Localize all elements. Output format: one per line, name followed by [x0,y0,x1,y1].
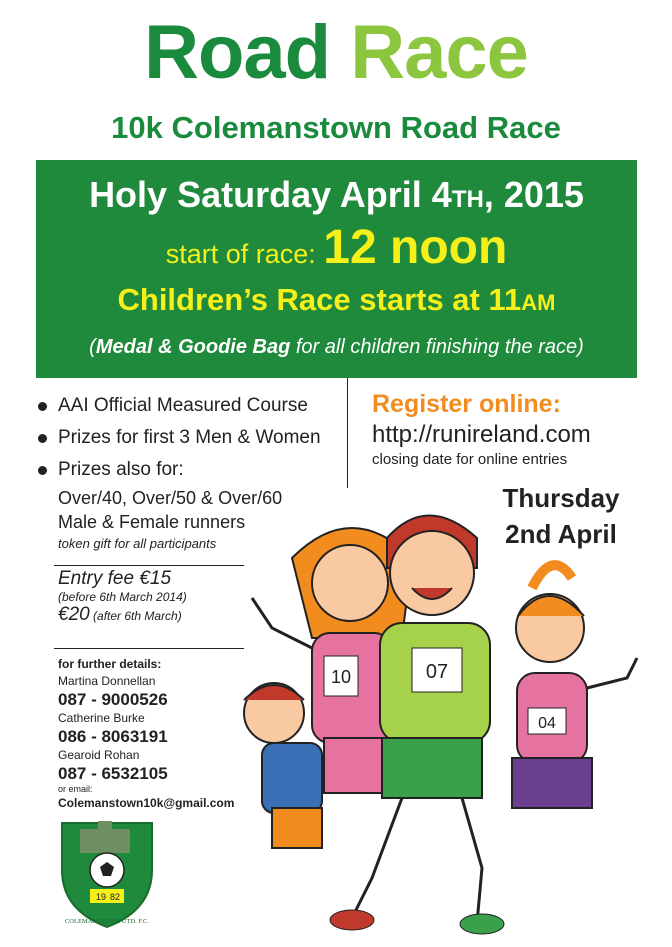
event-date [36,174,637,216]
bib-number: 10 [330,667,352,687]
event-banner [36,160,637,378]
register-section [372,390,591,468]
entry-fee-early-note: (before 6th March 2014) [58,590,187,604]
closing-date-label: closing date for online entries [372,451,568,468]
entry-fee-late-note: (after 6th March) [89,609,182,623]
contact-name: Martina Donnellan [58,674,156,688]
contact-name: Catherine Burke [58,711,145,725]
club-crest-logo [52,815,162,930]
start-time-line [36,220,637,275]
start-time: 12 noon [323,221,508,274]
bib-number: 07 [425,661,449,683]
crest-year-right: 82 [110,892,121,902]
children-label: Children’s Race starts at [117,282,489,317]
column-divider [347,378,348,488]
start-label: start of race: [165,239,324,269]
feature-item: Prizes for first 3 Men & Women [36,422,346,454]
entry-fee [58,568,187,626]
token-gift-note: token gift for all participants [58,536,217,551]
medal-bold: Medal & Goodie Bag [95,336,291,358]
closing-date-value: 2nd April [505,519,617,549]
contact-label: for further details: [58,657,162,671]
entry-fee-early: Entry fee €15 [58,568,172,589]
or-email-label: or email: [58,784,93,794]
closing-day: Thursday [502,483,620,513]
children-race-line [36,282,637,318]
feature-item: AAI Official Measured Course [36,390,346,422]
register-heading: Register online: [372,390,561,418]
crest-year-left: 19 [96,892,107,902]
entry-fee-late [58,604,187,626]
event-date-main: Holy Saturday April 4 [89,174,452,215]
medal-rest: for all children finishing the race [290,336,578,358]
bib-number: 04 [538,715,556,732]
poster-title [0,10,672,96]
children-time: 11 [488,282,522,317]
contact-phone: 087 - 6532105 [58,764,168,783]
title-word-race: Race [350,10,528,95]
poster-subtitle: 10k Colemanstown Road Race [111,110,561,145]
crest-club-name: COLEMANSTOWN UTD. F.C. [64,918,150,925]
contact-phone: 087 - 9000526 [58,690,168,709]
contact-name: Gearoid Rohan [58,748,140,762]
feature-item: Prizes also for: [36,454,346,486]
event-date-year: , 2015 [483,174,584,215]
gender-categories: Male & Female runners [58,512,246,532]
divider [54,648,244,649]
runner-girl-right [512,565,637,808]
title-word-road: Road [144,10,331,95]
event-date-suffix: TH [451,186,484,213]
divider [54,565,244,566]
entry-fee-late-amount: €20 [58,604,90,625]
register-url: http://runireland.com [372,421,591,448]
children-runners-illustration [232,488,652,938]
age-categories: Over/40, Over/50 & Over/60 [58,488,283,508]
runner-boy-small [244,683,322,848]
medal-note: (Medal & Goodie Bag for all children finishing the race) [89,336,584,358]
contact-details [58,656,234,812]
contact-email: Colemanstown10k@gmail.com [58,796,235,810]
children-time-suffix: AM [521,290,556,315]
contact-phone: 086 - 8063191 [58,727,168,746]
